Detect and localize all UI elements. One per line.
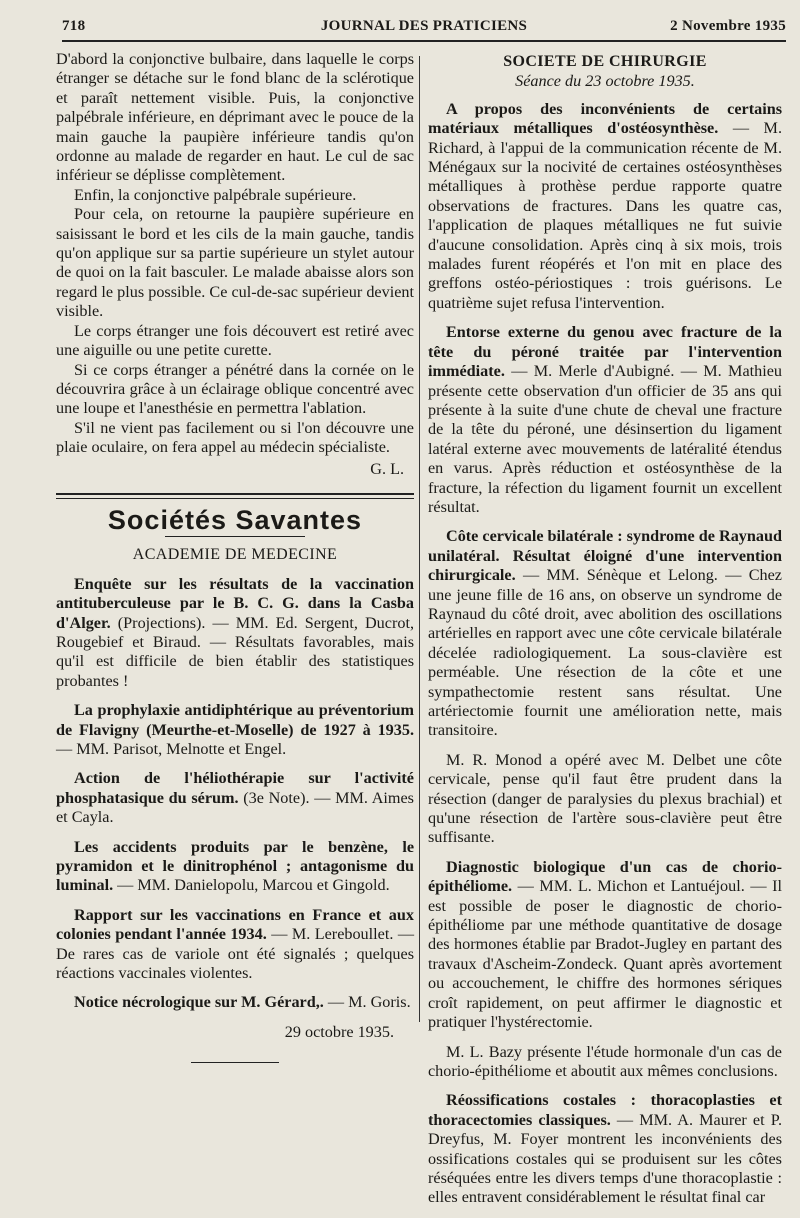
entry-body: — De rares cas de variole ont été signalés ; quelques réactions vaccinales violentes. bbox=[56, 925, 415, 983]
page-number: 718 bbox=[62, 18, 86, 34]
left-column bbox=[56, 50, 414, 1063]
academy-entry bbox=[56, 575, 414, 691]
entry-authors: — MM. Danielopolu, Marcou et Gingold. bbox=[113, 876, 390, 895]
article-paragraph: Le corps étranger une fois découvert est retiré avec une aiguille ou une petite curette. bbox=[56, 321, 414, 360]
running-header bbox=[62, 14, 786, 42]
entry-authors: — M. Goris. bbox=[323, 993, 411, 1012]
surgery-entry bbox=[428, 751, 782, 848]
end-rule bbox=[191, 1062, 279, 1063]
entry-title: Diagnostic biologique d'un cas de chorio-épithéliome. bbox=[428, 857, 782, 896]
section-rule bbox=[56, 493, 414, 499]
entry-body: à l'appui de la communication récente de M. Ménégaux sur la nocivité de certaines ostéosynthèses métalliques à prothèse perdue rapporte quatre observations de fractures. Dans les quatre cas, l'application de plaques métalliques ne fut suivie d'aucune consolidation. Après cinq à six mois, trois malades furent réopérés et l'on mit en place des greffons ostéo-périostiques : trois guérisons. Le quatrième sujet refusa l'intervention. bbox=[428, 138, 782, 312]
society-heading: SOCIETE DE CHIRURGIE bbox=[503, 53, 707, 70]
session-date: Séance du 23 octobre 1935. bbox=[515, 72, 695, 91]
entry-title: Enquête sur les résultats de la vaccination antituberculeuse par le B. C. G. dans la Casba d'Alger. bbox=[56, 574, 414, 632]
article-paragraph: D'abord la conjonctive bulbaire, dans laquelle le corps étranger se détache sur le fond blanc de la sclérotique et paraît nettement visible. Puis, la conjonctive palpébrale inférieure, en déprimant avec le pouce de la main gauche la paupière inférieure tandis qu'on ordonne au malade de regarder en haut. Le cul de sac inférieur se déplisse complètement. bbox=[56, 50, 414, 185]
journal-title: JOURNAL DES PRATICIENS bbox=[320, 18, 528, 34]
entry-title: Action de l'héliothérapie sur l'activité phosphatasique du sérum. bbox=[56, 769, 414, 807]
entry-title: La prophylaxie antidiphtérique au préventorium de Flavigny (Meurthe-et-Moselle) de 1927 à 1935. bbox=[56, 701, 414, 739]
academy-heading: ACADEMIE DE MEDECINE bbox=[132, 546, 338, 564]
issue-date: 2 Novembre 1935 bbox=[670, 18, 786, 34]
entry-authors: — M. Richard, bbox=[428, 119, 782, 157]
entry-body: présente cette observation d'un officier de 35 ans qui présente à la suite d'une chute de cheval une fracture de la tête du péroné, une désinsertion du ligament latéral externe avec mouvements de latéralité étendus en varus. Après réduction et ostéosynthèse de la fracture, la réfection du ligament fournit un excellent résultat. bbox=[428, 381, 782, 516]
article-paragraph: Enfin, la conjonctive palpébrale supérieure. bbox=[74, 185, 357, 204]
entry-authors: M. R. Monod bbox=[446, 750, 542, 769]
academy-entry bbox=[56, 906, 414, 984]
entry-title: Réossifications costales : thoracoplasties et thoracectomies classiques. bbox=[428, 1091, 782, 1129]
entry-authors: — M. Lereboullet. bbox=[266, 925, 394, 944]
entry-authors: — MM. A. Maurer et P. Dreyfus, M. Foyer bbox=[428, 1110, 782, 1149]
entry-authors: M. L. Bazy bbox=[446, 1042, 523, 1061]
article-paragraph: Si ce corps étranger a pénétré dans la cornée on le découvrira grâce à un éclairage oblique concentré avec une loupe et l'anesthésie en permettra l'ablation. bbox=[56, 360, 414, 418]
academy-entry bbox=[56, 769, 414, 827]
entry-title: Rapport sur les vaccinations en France et aux colonies pendant l'année 1934. bbox=[56, 905, 414, 944]
entry-authors: — MM. Sénèque et Lelong. bbox=[515, 566, 718, 585]
entry-body: montrent les inconvénients des ossifications costales qui se produisent sur les côtes réséquées entre les divers temps d'une thoracoplastie : elles entravent considérablement le résultat final car bbox=[428, 1130, 782, 1207]
entry-body: présente l'étude hormonale d'un cas de chorio-épithéliome et aboutit aux mêmes conclusions. bbox=[428, 1042, 782, 1080]
article-signature: G. L. bbox=[370, 459, 404, 478]
surgery-entry bbox=[428, 1091, 782, 1207]
surgery-entry bbox=[428, 100, 782, 313]
surgery-entry bbox=[428, 323, 782, 517]
entry-authors: — MM. Parisot, Melnotte et Engel. bbox=[56, 740, 287, 758]
section-end-date: 29 octobre 1935. bbox=[284, 1022, 394, 1041]
article-paragraph: Pour cela, on retourne la paupière supérieure en saisissant le bord et les cils de la main gauche, tandis qu'on applique sur sa partie supérieure un stylet autour de quoi on la fait basculer. Le malade abaisse alors son regard le plus possible. Ce cul-de-sac supérieur devient visible. bbox=[56, 205, 414, 321]
article-paragraph: S'il ne vient pas facilement ou si l'on découvre une plaie oculaire, on fera appel au médecin spécialiste. bbox=[56, 418, 414, 457]
entry-authors: — MM. L. Michon et Lantuéjoul. bbox=[512, 877, 745, 896]
entry-authors: (3e Note). — MM. Aimes et Cayla. bbox=[56, 788, 414, 827]
header-rule bbox=[62, 40, 786, 42]
academy-entry bbox=[56, 993, 414, 1012]
entry-body: a opéré avec M. Delbet une côte cervicale, pense qu'il faut être prudent dans la résection (danger de paralysies du plexus brachial) et qu'une résection de l'artère sous-clavière peut être suffisante. bbox=[428, 750, 782, 847]
entry-title: Notice nécrologique sur M. Gérard,. bbox=[74, 993, 324, 1012]
entry-body: — Résultats favorables, mais qu'il est difficile de bien établir des statistiques probantes ! bbox=[56, 632, 414, 690]
column-divider bbox=[419, 56, 420, 1022]
entry-title: Entorse externe du genou avec fracture de la tête du péroné traitée par l'intervention immédiate. bbox=[428, 323, 782, 381]
section-banner: Sociétés Savantes bbox=[107, 504, 363, 535]
entry-title: Côte cervicale bilatérale : syndrome de Raynaud unilatéral. Résultat éloigné d'une intervention chirurgicale. bbox=[428, 527, 782, 585]
entry-authors: (Projections). — MM. Ed. Sergent, Ducrot, Rougebief et Biraud. bbox=[56, 613, 414, 651]
surgery-entry bbox=[428, 858, 782, 1033]
surgery-entry bbox=[428, 1043, 782, 1082]
entry-authors: — M. Merle d'Aubigné. — M. Mathieu bbox=[504, 362, 782, 381]
academy-entry bbox=[56, 701, 414, 759]
surgery-entry bbox=[428, 527, 782, 740]
banner-underline bbox=[165, 536, 305, 537]
academy-entry bbox=[56, 838, 414, 896]
entry-body: — Chez une jeune fille de 16 ans, on observe un syndrome de Raynaud du côté droit, avec abolition des oscillations artérielles en rapport avec une côte cervicale bilatérale décelée radiologiquement. La sous-clavière est perméable. Une résection de la côte et une sympathectomie restent sans résultat. Une artériectomie fournit une amélioration nette, mais transitoire. bbox=[428, 566, 782, 740]
entry-title: Les accidents produits par le benzène, le pyramidon et le dinitrophénol ; antagonisme du luminal. bbox=[56, 837, 414, 895]
entry-title: A propos des inconvénients de certains matériaux métalliques d'ostéosynthèse. bbox=[428, 99, 782, 138]
right-column bbox=[428, 50, 782, 1218]
entry-body: — Il est possible de poser le diagnostic de chorio-épithéliome par une méthode quantitative de dosage des hormones établie par Bradot-Jugley en partant des travaux d'Ascheim-Zondeck. Quant après avortement ou accouchement, le chiffre des hormones sériques croît rapidement, on peut affirmer le diagnostic et pratiquer l'hystérectomie. bbox=[428, 877, 782, 1032]
